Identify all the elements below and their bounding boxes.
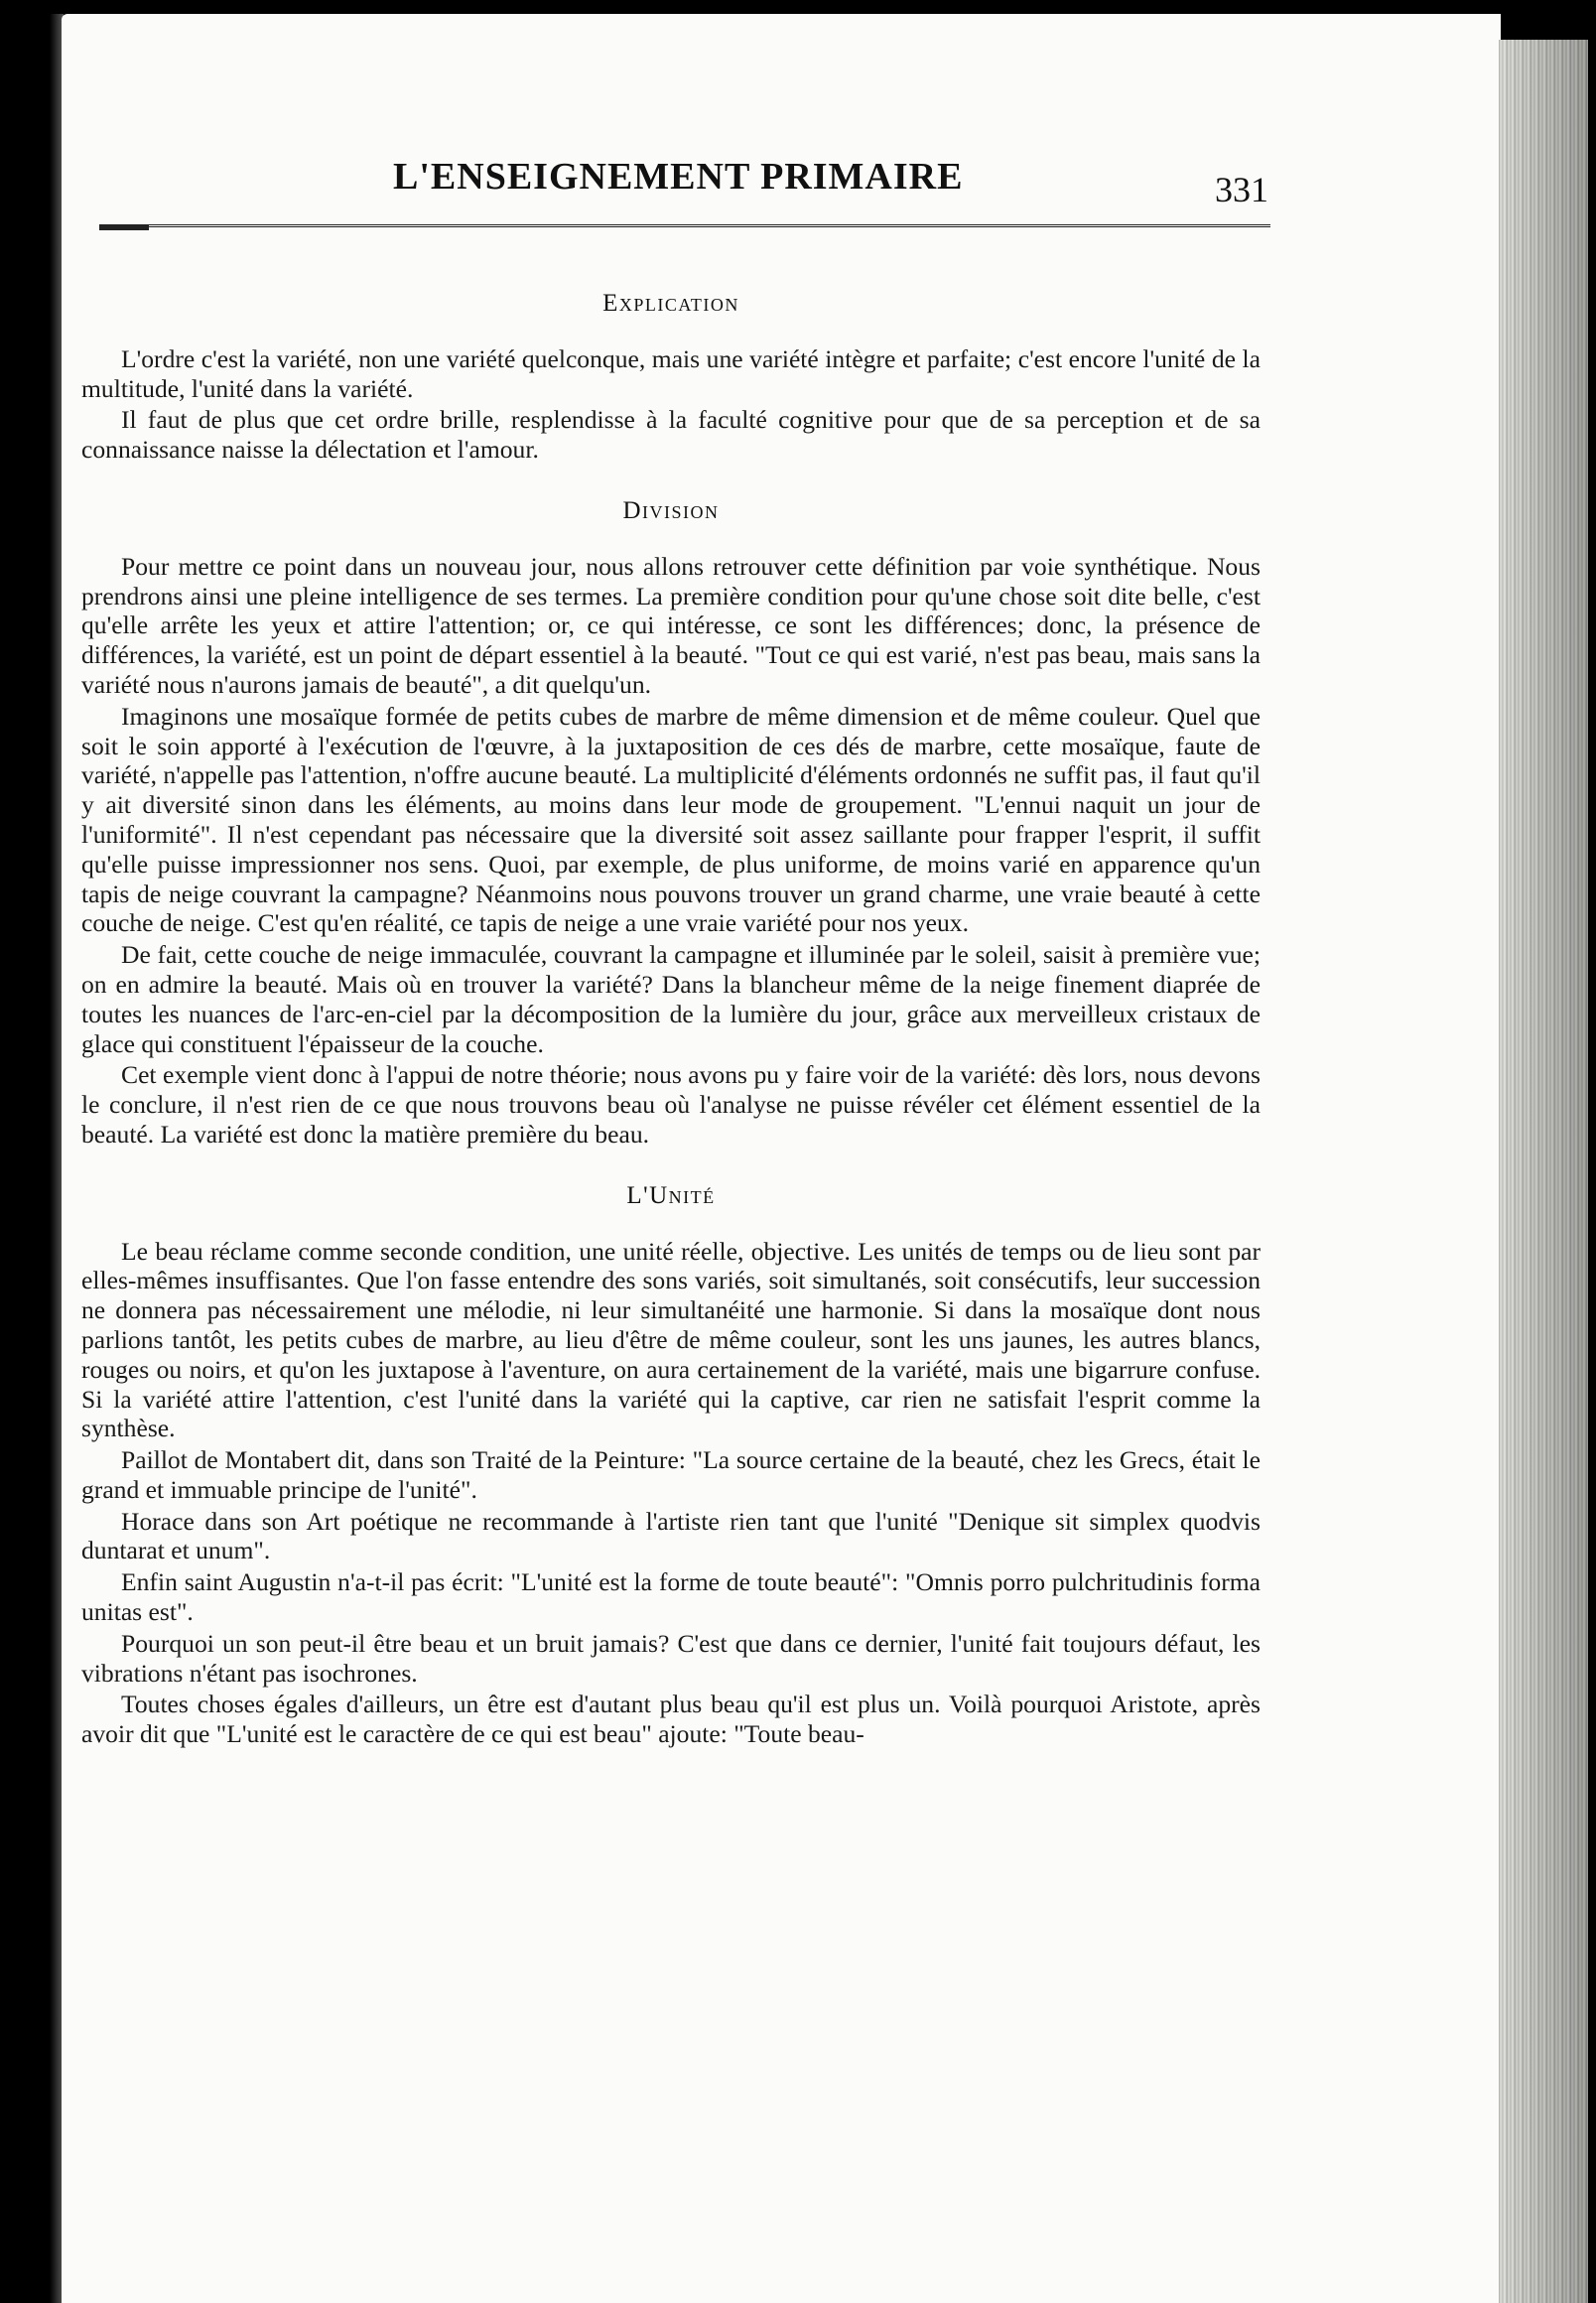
page-body bbox=[81, 283, 1261, 1751]
paragraph: Pour mettre ce point dans un nouveau jour, nous allons retrouver cette définition par voie synthétique. Nous prendrons ainsi une pleine intelligence de ses termes. La première condition pour qu'une chose soit dite belle, c'est qu'elle arrête les yeux et attire l'attention; or, ce qui intéresse, ce sont les différences; donc, la présence de différences, la variété, est un point de départ essentiel à la beauté. "Tout ce qui est varié, n'est pas beau, mais sans la variété nous n'aurons jamais de beauté", a dit quelqu'un. bbox=[81, 551, 1261, 699]
paragraph: Imaginons une mosaïque formée de petits cubes de marbre de même dimension et de même couleur. Quel que soit le soin apporté à l'exécution de l'œuvre, à la juxtaposition de ces dés de marbre, cette mosaïque, faute de variété, n'appelle pas l'attention, n'offre aucune beauté. La multiplicité d'éléments ordonnés ne suffit pas, il faut qu'il y ait diversité sinon dans les éléments, au moins dans leur mode de groupement. "L'ennui naquit un jour de l'uniformité". Il n'est cependant pas nécessaire que la diversité soit assez saillante pour frapper l'esprit, il suffit qu'elle puisse impressionner nos sens. Quoi, par exemple, de plus uniforme, de moins varié en apparence qu'un tapis de neige couvrant la campagne? Néanmoins nous pouvons trouver un grand charme, une vraie beauté à cette couche de neige. C'est qu'en réalité, ce tapis de neige a une vraie variété pour nos yeux. bbox=[81, 701, 1261, 938]
paragraph: De fait, cette couche de neige immaculée, couvrant la campagne et illuminée par le soleil, saisit à première vue; on en admire la beauté. Mais où en trouver la variété? Dans la blancheur même de la neige finement diaprée de toutes les nuances de l'arc-en-ciel par la décomposition de la lumière du jour, grâce aux merveilleux cristaux de glace qui constituent l'épaisseur de la couche. bbox=[81, 940, 1261, 1058]
section-title-unite: L'Unité bbox=[626, 1181, 716, 1209]
paragraph: Le beau réclame comme seconde condition, une unité réelle, objective. Les unités de temps ou de lieu sont par elles-mêmes insuffisantes. Que l'on fasse entendre des sons variés, soit simultanés, soit consécutifs, leur succession ne donnera pas nécessairement une mélodie, ni leur simultanéité une harmonie. Si dans la mosaïque dont nous parlions tantôt, les petits cubes de marbre, au lieu d'être de même couleur, sont les uns jaunes, les autres blancs, rouges ou noirs, et qu'on les juxtapose à l'aventure, on aura certainement de la variété, mais une bigarrure confuse. Si la variété attire l'attention, c'est l'unité dans la variété qui la captive, car rien ne satisfait l'esprit comme la synthèse. bbox=[81, 1236, 1261, 1443]
running-head: L'ENSEIGNEMENT PRIMAIRE bbox=[393, 156, 964, 198]
header-rule-ornament bbox=[99, 224, 149, 230]
page-header bbox=[107, 149, 1268, 208]
paragraph: Il faut de plus que cet ordre brille, resplendisse à la faculté cognitive pour que de sa perception et de sa connaissance naisse la délectation et l'amour. bbox=[81, 405, 1261, 465]
paragraph: Toutes choses égales d'ailleurs, un être est d'autant plus beau qu'il est plus un. Voilà pourquoi Aristote, après avoir dit que "L'unité est le caractère de ce qui est beau" ajoute: "Toute beau- bbox=[81, 1690, 1261, 1749]
section-title-explication: Explication bbox=[602, 290, 739, 317]
section-title-division: Division bbox=[622, 496, 720, 524]
paragraph: L'ordre c'est la variété, non une variété quelconque, mais une variété intègre et parfaite; c'est encore l'unité de la multitude, l'unité dans la variété. bbox=[81, 343, 1261, 403]
header-rule bbox=[99, 224, 1270, 227]
paragraph: Horace dans son Art poétique ne recommande à l'artiste rien tant que l'unité "Denique sit simplex quodvis duntarat et unum". bbox=[81, 1506, 1261, 1565]
paragraph: Cet exemple vient donc à l'appui de notre théorie; nous avons pu y faire voir de la variété: dès lors, nous devons le conclure, il n'est rien de ce que nous trouvons beau où l'analyse ne puisse révéler cet élément essentiel de la beauté. La variété est donc la matière première du beau. bbox=[81, 1060, 1261, 1149]
page-stack-edge bbox=[1499, 40, 1588, 2303]
paragraph: Paillot de Montabert dit, dans son Traité de la Peinture: "La source certaine de la beauté, chez les Grecs, était le grand et immuable principe de l'unité". bbox=[81, 1445, 1261, 1504]
page-number: 331 bbox=[1215, 170, 1268, 209]
paragraph: Pourquoi un son peut-il être beau et un bruit jamais? C'est que dans ce dernier, l'unité fait toujours défaut, les vibrations n'étant pas isochrones. bbox=[81, 1628, 1261, 1688]
paragraph: Enfin saint Augustin n'a-t-il pas écrit: "L'unité est la forme de toute beauté": "Omnis porro pulchritudinis forma unitas est". bbox=[81, 1567, 1261, 1627]
